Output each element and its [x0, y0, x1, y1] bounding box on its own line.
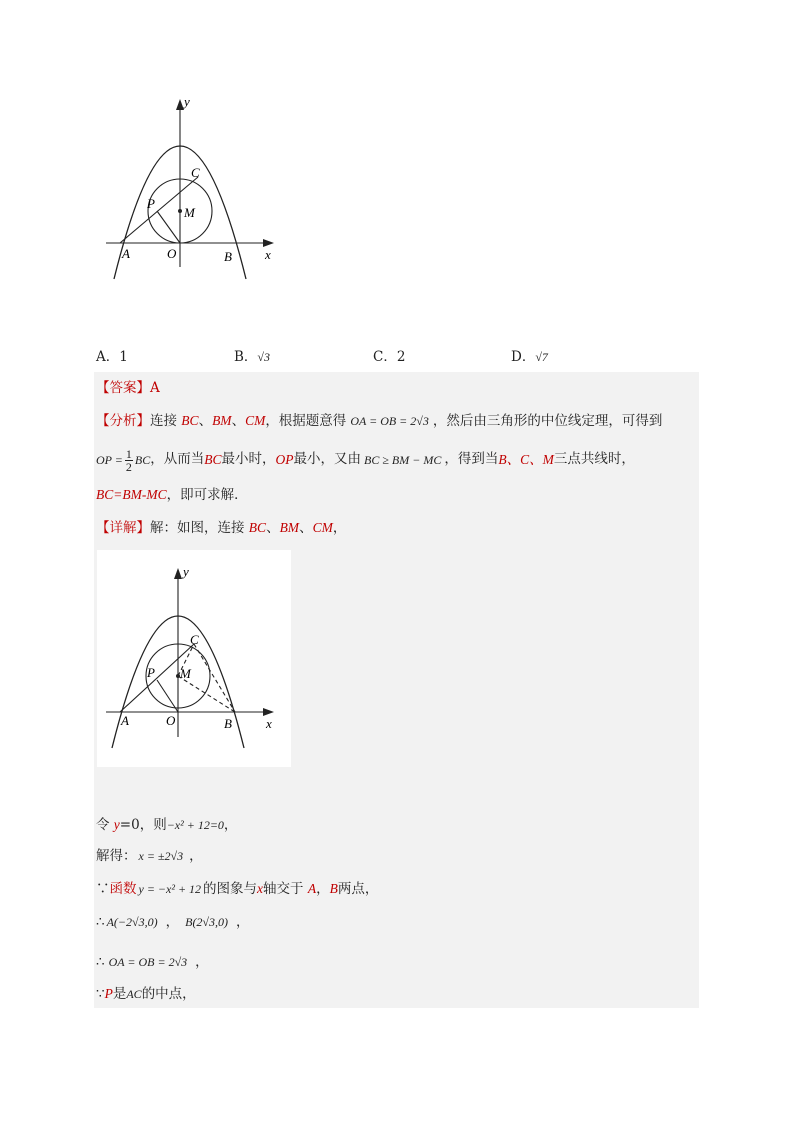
separator: 、	[231, 413, 246, 429]
detail-line	[96, 521, 346, 536]
separator: 、	[198, 413, 213, 429]
fig2-label-o: O	[166, 713, 176, 728]
fig2-label-p: P	[147, 665, 155, 680]
segment-cm: CM	[312, 520, 333, 535]
because-symbol: ∵	[96, 986, 105, 1002]
step-text: 两点，	[337, 881, 379, 897]
separator: 、	[299, 520, 313, 536]
fraction-half	[125, 448, 133, 473]
fig2-label-x: x	[266, 716, 272, 731]
analysis-text: ，然后由三角形的中位线定理，可得到	[432, 413, 663, 429]
equation-bc: BC	[134, 453, 151, 467]
equation-op: OP =	[96, 453, 123, 467]
coordinate-a: A(−2√3,0)	[106, 915, 158, 929]
expression-bc: BC=BM-MC	[96, 487, 167, 502]
step-1	[96, 818, 237, 833]
analysis-line-3	[96, 488, 248, 503]
detail-text: ，	[332, 520, 347, 536]
fig1-label-x: x	[265, 247, 271, 262]
equation: −x² + 12=0	[166, 818, 224, 832]
option-c-letter: C．	[373, 349, 397, 365]
option-d-value: √7	[535, 350, 548, 364]
point-p: P	[104, 986, 113, 1001]
option-a	[96, 351, 128, 365]
analysis-text: 连接	[150, 413, 182, 429]
segment-bc: BC	[181, 413, 199, 428]
step-text: ，	[223, 817, 238, 833]
fig1-label-m: M	[184, 205, 195, 220]
segment-bm: BM	[212, 413, 232, 428]
step-6	[96, 987, 196, 1002]
step-4	[96, 916, 250, 930]
option-d-letter: D．	[511, 349, 536, 365]
detail-tag: 【详解】	[96, 520, 150, 536]
fig1-label-p: P	[147, 196, 155, 211]
option-a-value: 1	[119, 349, 128, 365]
detail-text: 解：如图，连接	[150, 520, 249, 536]
step-text: 的中点，	[141, 986, 196, 1002]
segment-op: OP	[275, 452, 294, 468]
option-d	[511, 351, 548, 365]
analysis-text: ，即可求解．	[166, 487, 248, 503]
analysis-text: ，从而当	[150, 451, 205, 468]
analysis-tag: 【分析】	[96, 413, 150, 429]
step-3	[96, 882, 378, 897]
variable-y: y	[113, 817, 120, 832]
step-text: 是	[112, 986, 127, 1002]
fig1-label-o: O	[167, 246, 177, 261]
therefore-symbol: ∴	[96, 954, 105, 970]
separator: ，	[165, 914, 180, 930]
fig2-label-y: y	[183, 564, 189, 579]
step-text: ，	[189, 848, 203, 864]
step-2	[96, 850, 203, 864]
therefore-symbol: ∴	[96, 914, 105, 930]
step-text: 轴交于	[263, 881, 308, 897]
analysis-line-2	[96, 446, 635, 474]
point-a: A	[307, 881, 317, 896]
point-b: B	[329, 881, 338, 896]
option-c	[373, 351, 405, 365]
fraction-denominator: 2	[125, 459, 132, 474]
fig2-label-m: M	[180, 666, 191, 681]
separator: ，	[316, 881, 330, 897]
because-symbol: ∵	[96, 881, 110, 897]
figure-2-parabola-circle	[100, 562, 290, 762]
answer-value: A	[150, 380, 160, 396]
analysis-text: 三点共线时，	[553, 451, 635, 468]
step-text: =0，则	[119, 817, 167, 833]
answer-tag: 【答案】	[96, 380, 150, 396]
analysis-text: 最小时，	[221, 451, 276, 468]
segment-bm: BM	[279, 520, 300, 535]
option-b	[234, 351, 270, 365]
fig2-label-a: A	[121, 713, 129, 728]
step-text: 的图象与	[203, 881, 258, 897]
solution-x: x = ±2√3	[138, 849, 184, 863]
analysis-line-1	[96, 414, 662, 429]
answer-line	[96, 382, 160, 396]
analysis-text: ，得到当	[444, 451, 499, 468]
figure-1-parabola-circle	[100, 95, 290, 295]
step-5	[96, 956, 209, 970]
fig2-label-c: C	[190, 632, 199, 647]
option-c-value: 2	[396, 349, 406, 365]
segment-bc: BC	[248, 520, 267, 535]
step-text: 令	[96, 817, 114, 833]
fig1-label-c: C	[191, 165, 200, 180]
analysis-text: 最小，又由	[293, 451, 361, 468]
points-bcm: B、C、M	[498, 452, 554, 468]
option-b-letter: B．	[234, 349, 258, 365]
fig2-label-b: B	[224, 716, 232, 731]
analysis-text: ，根据题意得	[265, 413, 347, 429]
equation-oa-ob: OA = OB = 2√3	[108, 955, 188, 969]
separator: ，	[195, 954, 209, 970]
inequality: BC ≥ BM − MC	[364, 453, 442, 467]
fig1-label-a: A	[122, 246, 130, 261]
option-a-letter: A．	[96, 349, 120, 365]
segment-bc: BC	[204, 452, 222, 468]
fig1-label-b: B	[224, 249, 232, 264]
segment-cm: CM	[245, 413, 266, 428]
option-b-value: √3	[257, 350, 271, 364]
keyword-function: 函数	[109, 881, 137, 897]
separator: ，	[236, 914, 250, 930]
step-text: 解得：	[96, 848, 137, 864]
fraction-numerator: 1	[125, 446, 132, 461]
fig1-label-y: y	[184, 95, 190, 109]
function-expression: y = −x² + 12	[138, 882, 202, 896]
separator: 、	[266, 520, 280, 536]
equation-oa-ob: OA = OB = 2√3	[350, 414, 429, 428]
coordinate-b: B(2√3,0)	[185, 915, 229, 929]
segment-ac: AC	[126, 987, 142, 1001]
axis-x: x	[257, 881, 264, 896]
